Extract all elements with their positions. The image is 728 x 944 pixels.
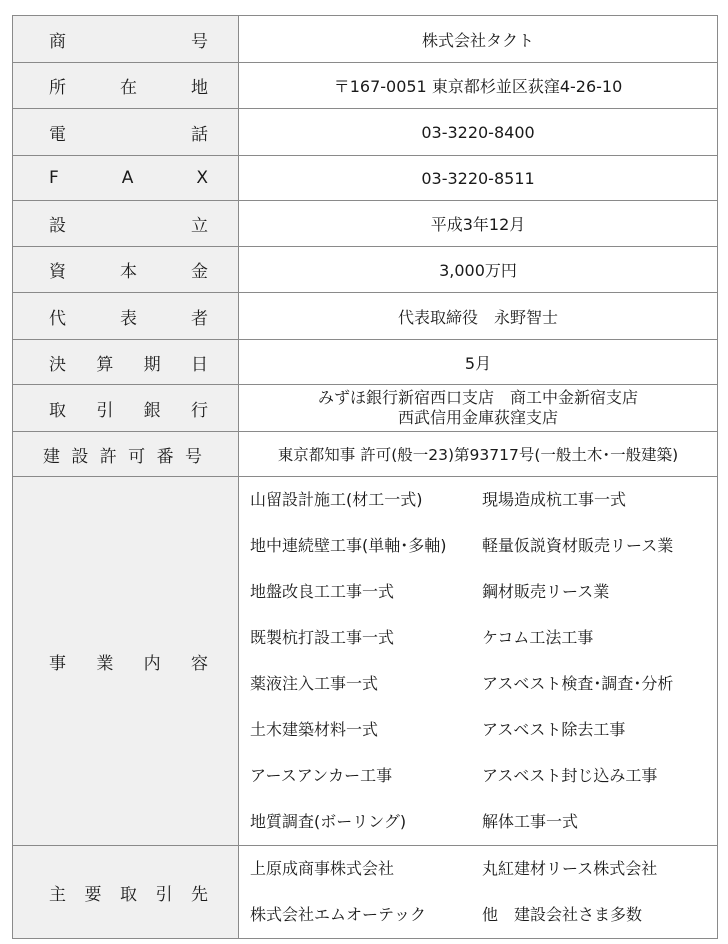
label-fiscal-month: 決 算 期 日: [13, 340, 239, 385]
list-item: 丸紅建材リース株式会社: [482, 859, 658, 878]
row-representative: [13, 293, 718, 340]
value-fax: 03-3220-8511: [239, 156, 718, 201]
label-established: 設 立: [13, 201, 239, 247]
list-item: 上原成商事株式会社: [250, 859, 395, 878]
value-banks: [239, 385, 718, 432]
row-established: [13, 201, 718, 247]
value-address: 〒167-0051 東京都杉並区荻窪4-26-10: [239, 63, 718, 109]
label-banks: 取 引 銀 行: [13, 385, 239, 432]
row-address: [13, 63, 718, 109]
value-trade-name: 株式会社タクト: [239, 16, 718, 63]
row-business: [13, 477, 718, 846]
row-phone: [13, 109, 718, 156]
value-clients: [239, 846, 718, 939]
label-license: 建 設 許 可 番 号: [13, 432, 239, 477]
row-license: [13, 432, 718, 477]
list-item: 軽量仮説資材販売リース業: [482, 536, 674, 555]
value-capital: 3,000万円: [239, 247, 718, 293]
row-clients: [13, 846, 718, 939]
list-item: アスベスト除去工事: [482, 720, 626, 739]
row-banks: [13, 385, 718, 432]
list-item: 薬液注入工事一式: [250, 674, 379, 693]
label-fax: F A X: [13, 156, 239, 201]
value-representative: 代表取締役 永野智士: [239, 293, 718, 340]
value-license: 東京都知事 許可(般一23)第93717号(一般土木･一般建築): [239, 432, 718, 477]
value-established: 平成3年12月: [239, 201, 718, 247]
list-item: 山留設計施工(材工一式): [250, 490, 423, 509]
list-item: 株式会社エムオーテック: [250, 905, 427, 924]
list-item: 地中連続壁工事(単軸･多軸): [250, 536, 447, 555]
list-item: 他 建設会社さま多数: [482, 905, 643, 924]
label-trade-name: 商 号: [13, 16, 239, 63]
bank-line-1: みずほ銀行新宿西口支店 商工中金新宿支店: [317, 388, 638, 407]
list-item: 現場造成杭工事一式: [482, 490, 627, 509]
list-item: アスベスト封じ込み工事: [482, 766, 658, 785]
row-trade-name: [13, 16, 718, 63]
list-item: 土木建築材料一式: [250, 720, 379, 739]
company-info-table: [12, 15, 718, 939]
list-item: ケコム工法工事: [482, 628, 594, 647]
list-item: アスベスト検査･調査･分析: [482, 674, 674, 693]
label-address: 所 在 地: [13, 63, 239, 109]
list-item: 既製杭打設工事一式: [250, 628, 395, 647]
list-item: 地質調査(ボーリング): [250, 812, 407, 831]
label-clients: 主 要 取 引 先: [13, 846, 239, 939]
row-fiscal-month: [13, 340, 718, 385]
label-representative: 代 表 者: [13, 293, 239, 340]
clients-list: [239, 846, 717, 938]
list-item: アースアンカー工事: [250, 766, 393, 785]
value-phone: 03-3220-8400: [239, 109, 718, 156]
row-capital: [13, 247, 718, 293]
value-fiscal-month: 5月: [239, 340, 718, 385]
list-item: 解体工事一式: [482, 812, 579, 831]
row-fax: [13, 156, 718, 201]
list-item: 鋼材販売リース業: [482, 582, 610, 601]
value-business: [239, 477, 718, 846]
label-capital: 資 本 金: [13, 247, 239, 293]
label-phone: 電 話: [13, 109, 239, 156]
business-list: [239, 477, 717, 845]
label-business: 事 業 内 容: [13, 477, 239, 846]
bank-line-2: 西武信用金庫荻窪支店: [397, 408, 558, 427]
list-item: 地盤改良工工事一式: [250, 582, 395, 601]
